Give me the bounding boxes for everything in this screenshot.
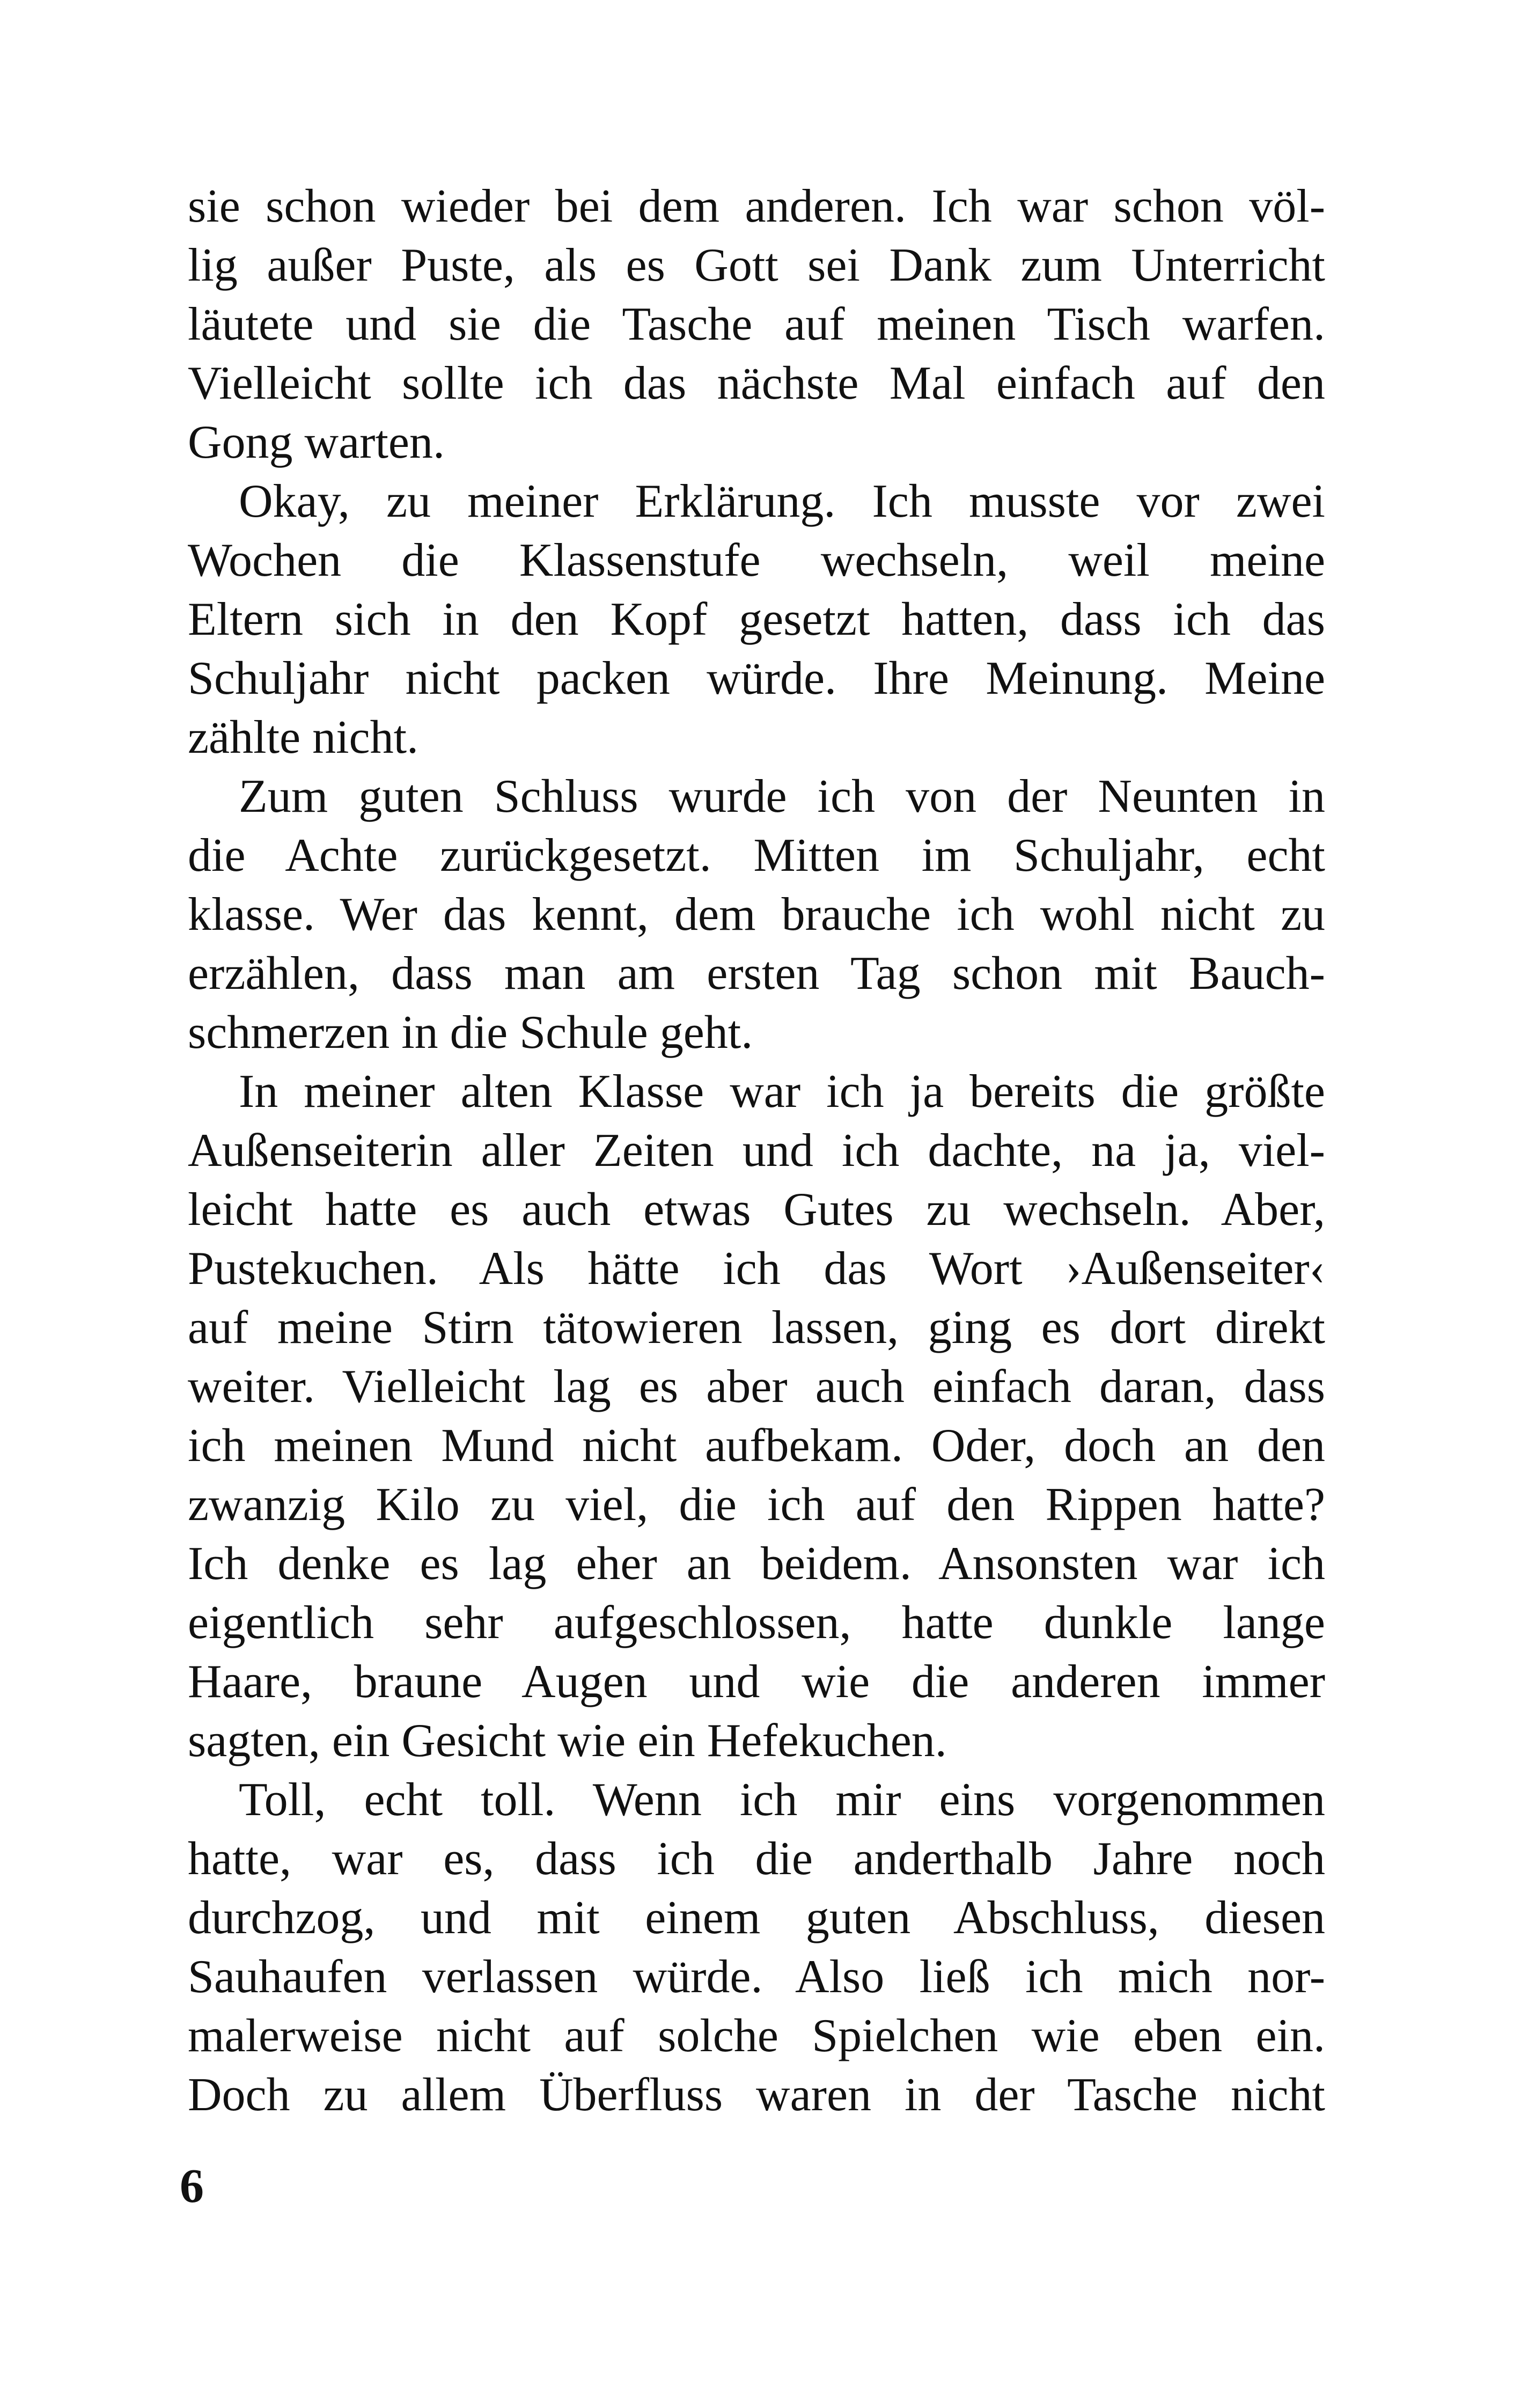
text-line: Okay, zu meiner Erklärung. Ich musste vor zwei (239, 475, 1325, 527)
text-line: läutete und sie die Tasche auf meinen Tisch warfen. (188, 298, 1325, 350)
text-line: sie schon wieder bei dem anderen. Ich war schon völ- (188, 180, 1325, 232)
text-line: auf meine Stirn tätowieren lassen, ging es dort direkt (188, 1302, 1325, 1354)
text-line: Gong warten. (188, 416, 445, 468)
text-line: ich meinen Mund nicht aufbekam. Oder, doch an den (188, 1420, 1325, 1472)
text-line: erzählen, dass man am ersten Tag schon mit Bauch- (188, 948, 1325, 1000)
text-line: klasse. Wer das kennt, dem brauche ich wohl nicht zu (188, 889, 1325, 941)
body-text (188, 177, 1325, 2125)
text-line: leicht hatte es auch etwas Gutes zu wechseln. Aber, (188, 1184, 1325, 1236)
text-line: durchzog, und mit einem guten Abschluss, diesen (188, 1892, 1325, 1944)
text-line: Pustekuchen. Als hätte ich das Wort ›Außenseiter‹ (188, 1243, 1325, 1295)
text-line: malerweise nicht auf solche Spielchen wie eben ein. (188, 2010, 1325, 2062)
text-line: Außenseiterin aller Zeiten und ich dachte, na ja, viel- (188, 1125, 1325, 1177)
text-line: sagten, ein Gesicht wie ein Hefekuchen. (188, 1715, 947, 1767)
text-line: lig außer Puste, als es Gott sei Dank zum Unterricht (188, 239, 1325, 291)
text-line: hatte, war es, dass ich die anderthalb Jahre noch (188, 1833, 1325, 1885)
text-line: eigentlich sehr aufgeschlossen, hatte dunkle lange (188, 1597, 1325, 1649)
text-line: zählte nicht. (188, 711, 419, 763)
text-line: Schuljahr nicht packen würde. Ihre Meinung. Meine (188, 652, 1325, 704)
text-line: Haare, braune Augen und wie die anderen immer (188, 1656, 1325, 1708)
text-line: Doch zu allem Überfluss waren in der Tasche nicht (188, 2069, 1325, 2121)
text-line: In meiner alten Klasse war ich ja bereits die größte (239, 1066, 1325, 1118)
text-line: Sauhaufen verlassen würde. Also ließ ich mich nor- (188, 1951, 1325, 2003)
text-line: Wochen die Klassenstufe wechseln, weil meine (188, 534, 1325, 586)
text-line: die Achte zurückgesetzt. Mitten im Schuljahr, echt (188, 829, 1325, 882)
text-line: Eltern sich in den Kopf gesetzt hatten, dass ich das (188, 593, 1325, 645)
text-line: schmerzen in die Schule geht. (188, 1007, 753, 1059)
text-line: Ich denke es lag eher an beidem. Ansonsten war ich (188, 1538, 1325, 1590)
text-line: Zum guten Schluss wurde ich von der Neunten in (239, 770, 1325, 823)
text-line: weiter. Vielleicht lag es aber auch einfach daran, dass (188, 1361, 1325, 1413)
text-line: Vielleicht sollte ich das nächste Mal einfach auf den (188, 357, 1325, 409)
text-line: zwanzig Kilo zu viel, die ich auf den Rippen hatte? (188, 1479, 1325, 1531)
text-line: Toll, echt toll. Wenn ich mir eins vorgenommen (239, 1774, 1325, 1826)
page-number: 6 (180, 2160, 204, 2213)
